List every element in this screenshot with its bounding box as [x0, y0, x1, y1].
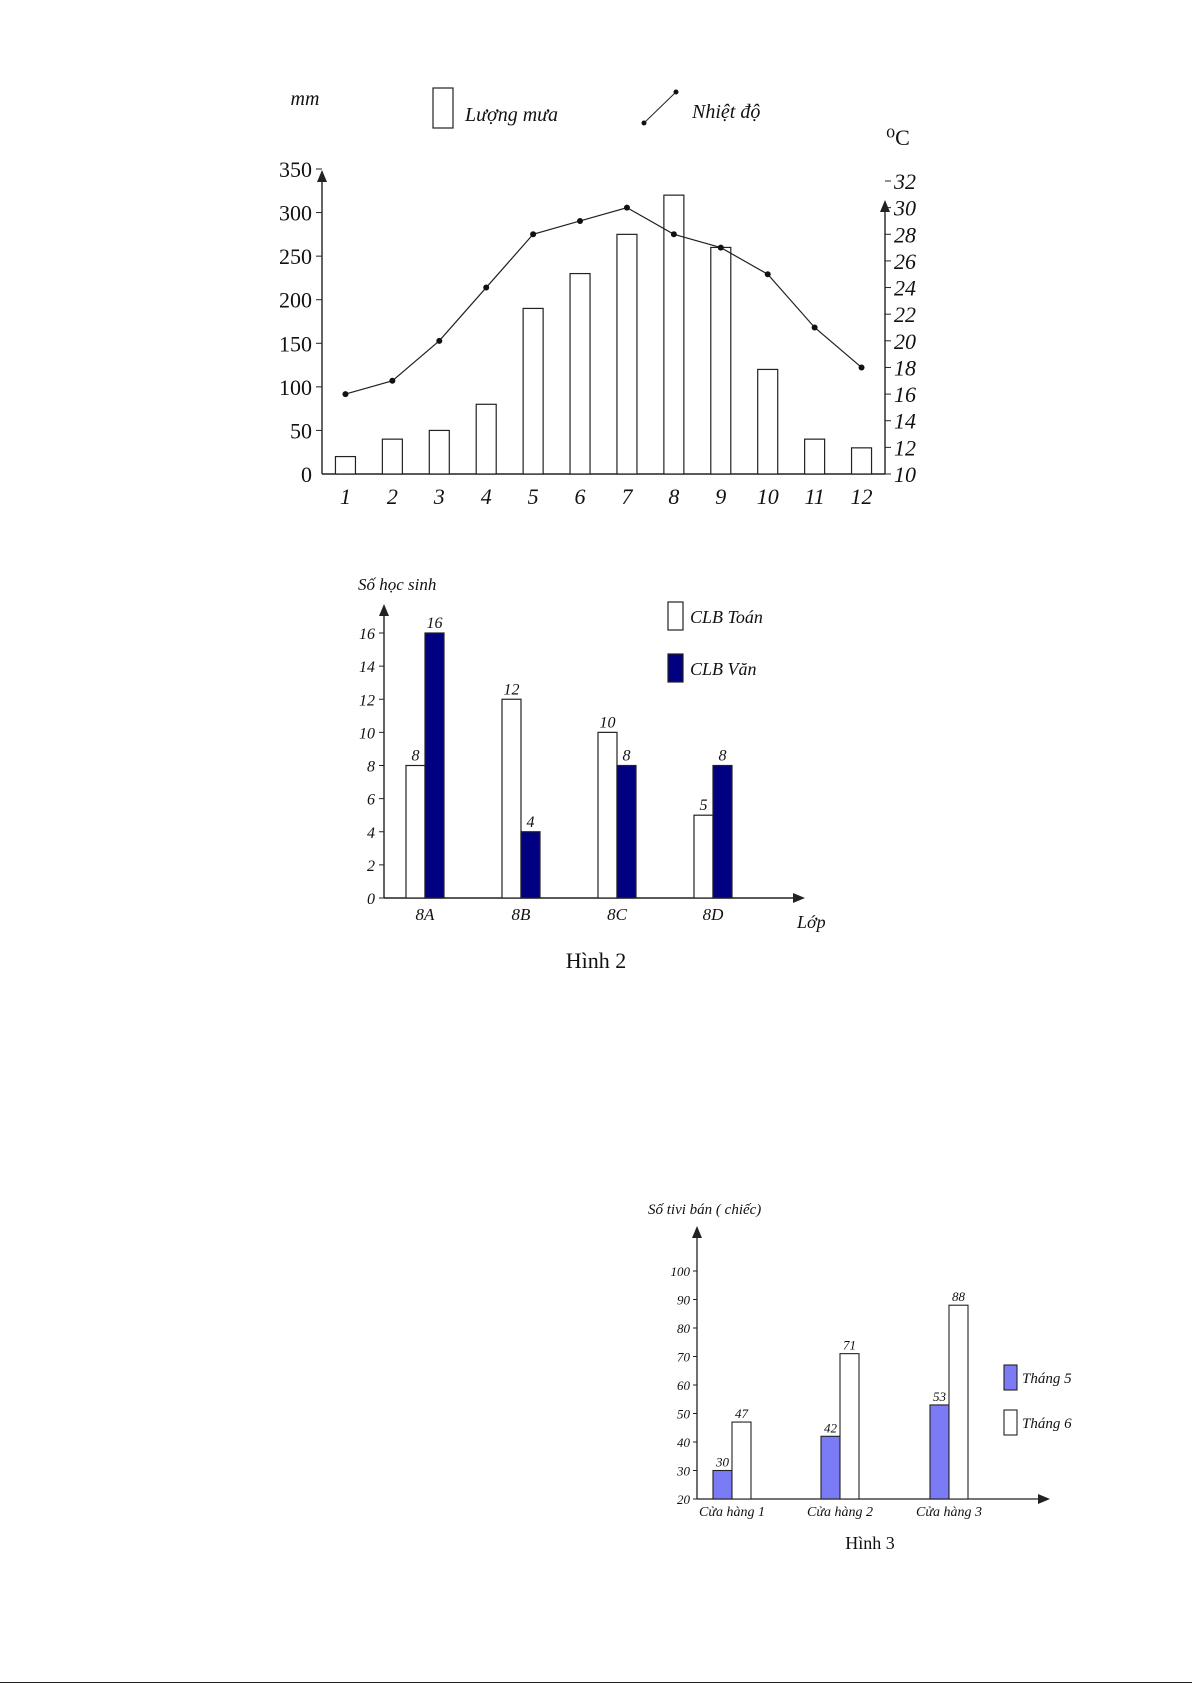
rainfall-bar — [429, 430, 449, 474]
x-tick-label: 5 — [527, 484, 539, 509]
x-tick-label: Cửa hàng 1 — [699, 1505, 765, 1520]
math-literature-club-chart — [0, 560, 1192, 960]
y-tick-label: 2 — [367, 857, 375, 875]
legend-literature-label: CLB Văn — [690, 659, 757, 679]
left-y-tick-label: 200 — [279, 287, 312, 313]
rainfall-bar — [852, 448, 872, 474]
data-label: 4 — [526, 813, 535, 831]
legend-rainfall-label: Lượng mưa — [465, 104, 559, 126]
x-axis-arrow — [1038, 1494, 1050, 1504]
y-tick-label: 14 — [359, 659, 375, 677]
left-y-axis-label: mm — [290, 88, 320, 110]
temperature-point — [389, 378, 395, 384]
right-y-tick-label: 28 — [894, 222, 916, 248]
rainfall-bar — [617, 234, 637, 474]
x-tick-label: 2 — [386, 484, 398, 509]
x-axis-arrow — [793, 893, 805, 903]
legend-june-label: Tháng 6 — [1022, 1416, 1072, 1432]
x-tick-label: 8B — [511, 905, 531, 924]
literature-club-bar — [425, 633, 444, 898]
y-tick-label: 70 — [677, 1349, 690, 1365]
rainfall-bar — [758, 369, 778, 474]
x-tick-label: 3 — [433, 484, 445, 509]
x-tick-label: 11 — [804, 484, 825, 509]
literature-club-bar — [617, 766, 636, 899]
temperature-point — [765, 271, 771, 277]
y-tick-label: 10 — [359, 725, 375, 743]
data-label: 5 — [699, 797, 708, 815]
left-y-tick-label: 150 — [279, 331, 312, 357]
data-label: 12 — [503, 681, 520, 699]
temperature-point — [624, 205, 630, 211]
temperature-point — [812, 325, 818, 331]
literature-club-bar — [713, 766, 732, 899]
temperature-point — [577, 218, 583, 224]
right-y-tick-label: 18 — [894, 355, 916, 381]
y-axis-label: Số tivi bán ( chiếc) — [648, 1202, 762, 1218]
figure-caption-2: Hình 2 — [565, 948, 627, 973]
june-bar — [732, 1422, 751, 1499]
y-tick-label: 6 — [367, 791, 375, 809]
temperature-point — [859, 364, 865, 370]
rainfall-bar — [382, 439, 402, 474]
x-tick-label: 8A — [415, 905, 435, 924]
data-label: 47 — [735, 1406, 748, 1422]
rainfall-bar — [805, 439, 825, 474]
y-tick-label: 90 — [677, 1292, 690, 1308]
math-club-bar — [694, 815, 713, 898]
data-label: 53 — [933, 1388, 946, 1404]
right-y-tick-label: 32 — [894, 169, 916, 194]
x-tick-label: 6 — [574, 484, 586, 509]
y-tick-label: 8 — [367, 758, 375, 776]
page-footer-line — [0, 1682, 1192, 1683]
left-y-tick-label: 350 — [279, 157, 312, 182]
left-y-tick-label: 100 — [279, 374, 312, 400]
x-tick-label: 8D — [702, 905, 724, 924]
legend-math-label: CLB Toán — [690, 607, 763, 627]
rainfall-temperature-chart — [0, 60, 1192, 580]
temperature-line — [345, 208, 861, 394]
figure-caption-3: Hình 3 — [845, 1533, 895, 1553]
right-y-tick-label: 26 — [894, 248, 916, 274]
right-y-axis-arrow — [880, 200, 890, 212]
data-label: 88 — [952, 1289, 965, 1305]
right-y-tick-label: 10 — [894, 462, 916, 487]
legend-temperature-line — [644, 92, 676, 123]
rainfall-bar — [335, 457, 355, 474]
x-tick-label: 1 — [339, 484, 351, 509]
may-bar — [930, 1405, 949, 1499]
x-tick-label: 9 — [715, 484, 727, 509]
temperature-point — [718, 245, 724, 251]
right-y-tick-label: 30 — [894, 195, 916, 221]
left-y-tick-label: 50 — [290, 418, 312, 444]
legend-math-swatch — [668, 602, 683, 630]
y-axis-arrow — [692, 1226, 702, 1238]
temperature-point — [436, 338, 442, 344]
legend-temperature-point — [642, 121, 647, 126]
left-y-tick-label: 0 — [301, 462, 312, 487]
right-y-tick-label: 14 — [894, 408, 916, 434]
math-club-bar — [598, 732, 617, 898]
y-tick-label: 60 — [677, 1378, 690, 1393]
right-y-tick-label: 12 — [894, 435, 916, 461]
temperature-point — [671, 231, 677, 237]
june-bar — [949, 1305, 968, 1499]
data-label: 8 — [622, 747, 631, 765]
y-tick-label: 0 — [367, 891, 375, 908]
rainfall-bar — [476, 404, 496, 474]
temperature-point — [342, 391, 348, 397]
x-tick-label: 7 — [621, 484, 633, 509]
math-club-bar — [502, 699, 521, 898]
y-tick-label: 4 — [367, 824, 375, 842]
x-tick-label: 4 — [480, 484, 492, 509]
right-y-tick-label: 24 — [894, 275, 916, 301]
right-y-tick-label: 20 — [894, 328, 916, 354]
right-y-axis-label: ⁰C — [886, 125, 910, 150]
y-tick-label: 80 — [677, 1321, 690, 1336]
y-tick-label: 40 — [677, 1435, 690, 1450]
may-bar — [821, 1436, 840, 1499]
x-tick-label: Cửa hàng 3 — [916, 1505, 982, 1520]
rainfall-bar — [570, 274, 590, 474]
y-axis-label: Số học sinh — [358, 575, 437, 594]
right-y-tick-label: 22 — [894, 302, 916, 328]
right-y-tick-label: 16 — [894, 382, 916, 408]
data-label: 71 — [843, 1337, 856, 1353]
temperature-point — [483, 285, 489, 291]
left-y-tick-label: 300 — [279, 200, 312, 226]
y-axis-arrow — [379, 604, 389, 616]
legend-literature-swatch — [668, 654, 683, 682]
data-label: 16 — [426, 615, 443, 632]
x-tick-label: Cửa hàng 2 — [807, 1505, 873, 1520]
y-tick-label: 16 — [359, 626, 375, 643]
legend-rainfall-swatch — [433, 88, 453, 128]
x-tick-label: 8C — [607, 905, 627, 924]
rainfall-bar — [523, 308, 543, 474]
left-y-axis-arrow — [317, 170, 327, 182]
y-tick-label: 50 — [677, 1406, 690, 1422]
x-tick-label: 8 — [668, 484, 680, 509]
legend-may-label: Tháng 5 — [1022, 1371, 1072, 1387]
june-bar — [840, 1354, 859, 1499]
temperature-point — [530, 231, 536, 237]
data-label: 8 — [411, 747, 420, 765]
y-tick-label: 12 — [359, 692, 375, 710]
data-label: 8 — [718, 747, 727, 765]
may-bar — [713, 1471, 732, 1500]
legend-june-swatch — [1004, 1410, 1017, 1435]
data-label: 42 — [824, 1420, 837, 1436]
tv-sales-chart — [0, 1200, 1192, 1540]
x-tick-label: 12 — [850, 484, 873, 509]
rainfall-bar — [711, 247, 731, 474]
math-club-bar — [406, 766, 425, 899]
legend-temperature-label: Nhiệt độ — [692, 101, 761, 123]
literature-club-bar — [521, 832, 540, 898]
x-tick-label: 10 — [756, 484, 779, 509]
y-tick-label: 20 — [677, 1492, 690, 1507]
data-label: 10 — [599, 714, 616, 732]
legend-temperature-point — [674, 90, 679, 95]
y-tick-label: 30 — [677, 1463, 690, 1479]
y-tick-label: 100 — [670, 1264, 690, 1279]
legend-may-swatch — [1004, 1365, 1017, 1390]
left-y-tick-label: 250 — [279, 244, 312, 270]
data-label: 30 — [716, 1454, 729, 1470]
x-axis-label: Lớp — [797, 912, 826, 932]
